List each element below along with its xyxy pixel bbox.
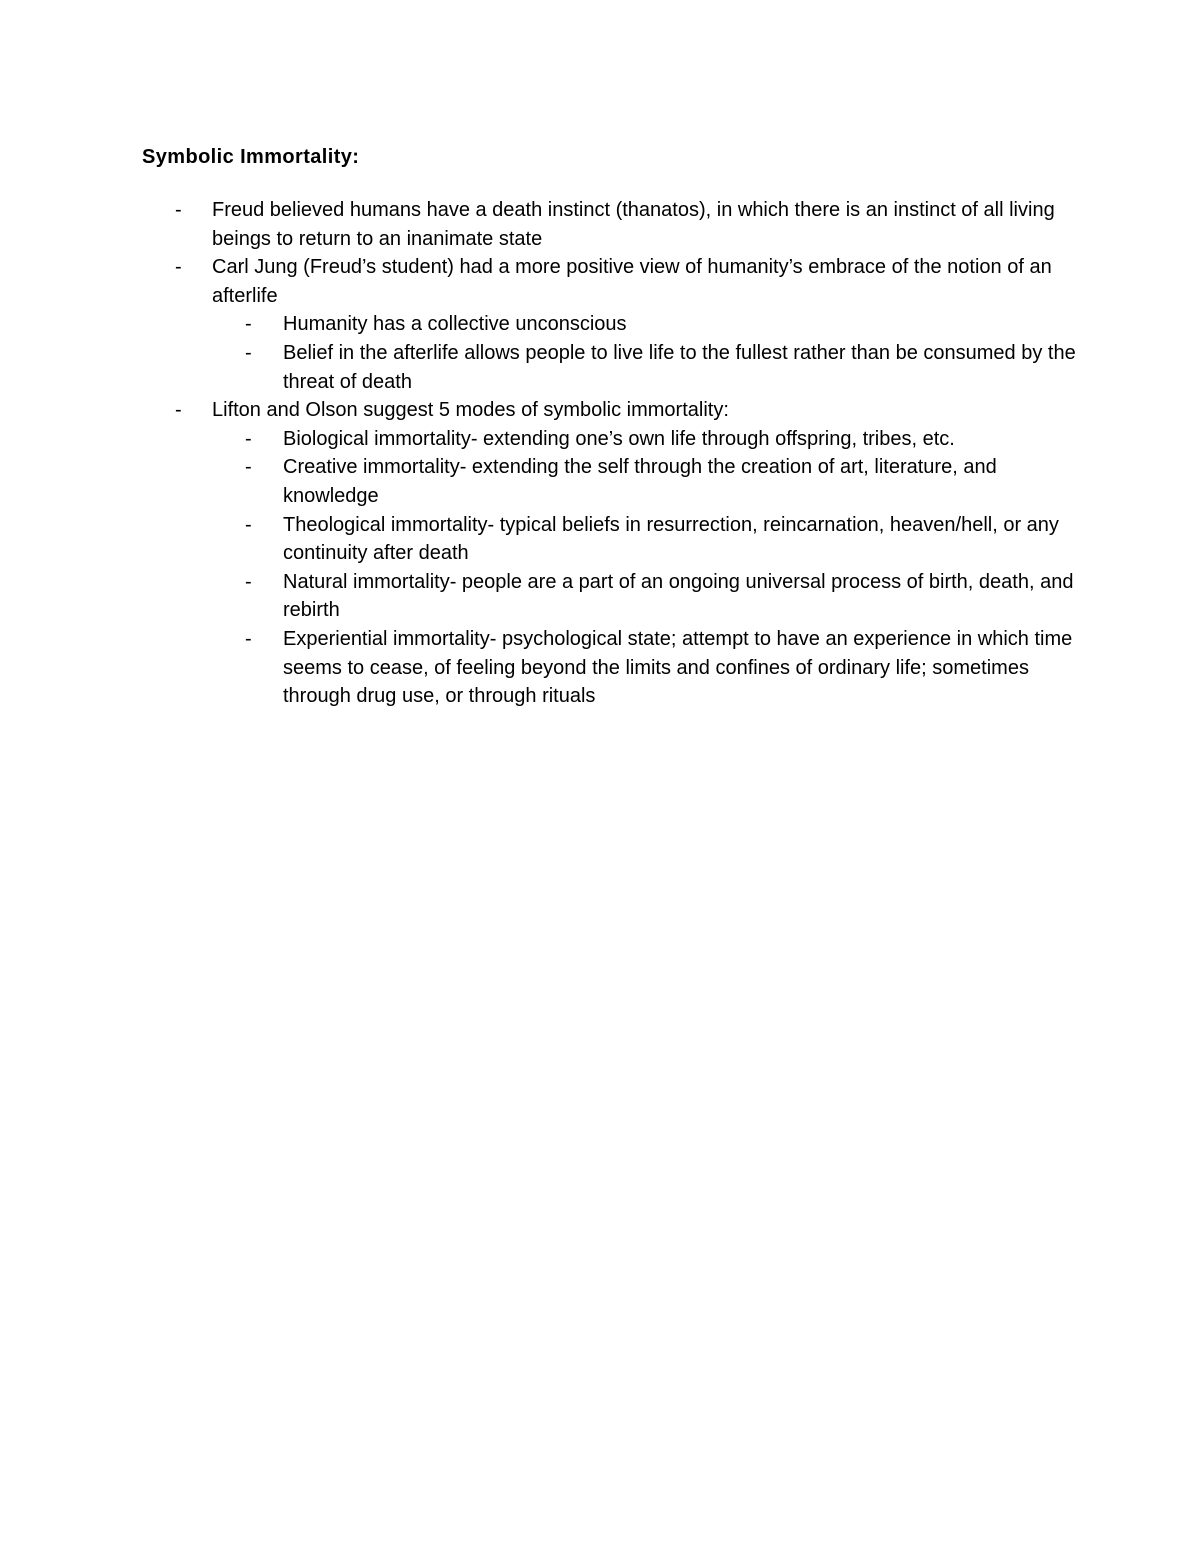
dash-bullet-icon: - [245, 570, 252, 593]
dash-bullet-icon: - [245, 341, 252, 364]
dash-bullet-icon: - [245, 513, 252, 536]
list-item-text: Carl Jung (Freud’s student) had a more positive view of humanity’s embrace of the notion of an afterlife [212, 256, 1052, 307]
dash-bullet-icon: - [175, 399, 182, 422]
list-item-text: Lifton and Olson suggest 5 modes of symbolic immortality: [212, 399, 729, 422]
sub-list-item [142, 425, 1082, 454]
list-item [142, 253, 1082, 310]
sub-list-item [142, 339, 1082, 396]
list-item-text: Experiential immortality- psychological state; attempt to have an experience in which time seems to cease, of feeling beyond the limits and confines of ordinary life; sometimes through drug use, or through rituals [283, 627, 1073, 708]
document-title: Symbolic Immortality: [142, 146, 360, 168]
sub-list-item [142, 511, 1082, 568]
bullet-list [142, 196, 1082, 711]
dash-bullet-icon: - [175, 256, 182, 279]
list-item [142, 196, 1082, 253]
dash-bullet-icon: - [245, 427, 252, 450]
list-item-text: Belief in the afterlife allows people to live life to the fullest rather than be consumed by the threat of death [283, 341, 1076, 393]
list-item-text: Natural immortality- people are a part of an ongoing universal process of birth, death, and rebirth [283, 570, 1074, 622]
dash-bullet-icon: - [175, 199, 182, 221]
sub-list-item [142, 568, 1082, 625]
dash-bullet-icon: - [245, 313, 252, 336]
sub-list-item [142, 310, 1082, 339]
list-item-text: Creative immortality- extending the self through the creation of art, literature, and knowledge [283, 456, 997, 507]
sub-list-item [142, 453, 1082, 510]
sub-list-item [142, 625, 1082, 711]
dash-bullet-icon: - [245, 456, 252, 479]
list-item-text: Theological immortality- typical beliefs in resurrection, reincarnation, heaven/hell, or any continuity after death [283, 513, 1059, 565]
list-item-text: Humanity has a collective unconscious [283, 313, 627, 336]
list-item-text: Biological immortality- extending one’s own life through offspring, tribes, etc. [283, 427, 955, 450]
list-item-text: Freud believed humans have a death instinct (thanatos), in which there is an instinct of all living beings to return to an inanimate state [212, 199, 1055, 250]
list-item [142, 396, 1082, 425]
dash-bullet-icon: - [245, 627, 252, 650]
